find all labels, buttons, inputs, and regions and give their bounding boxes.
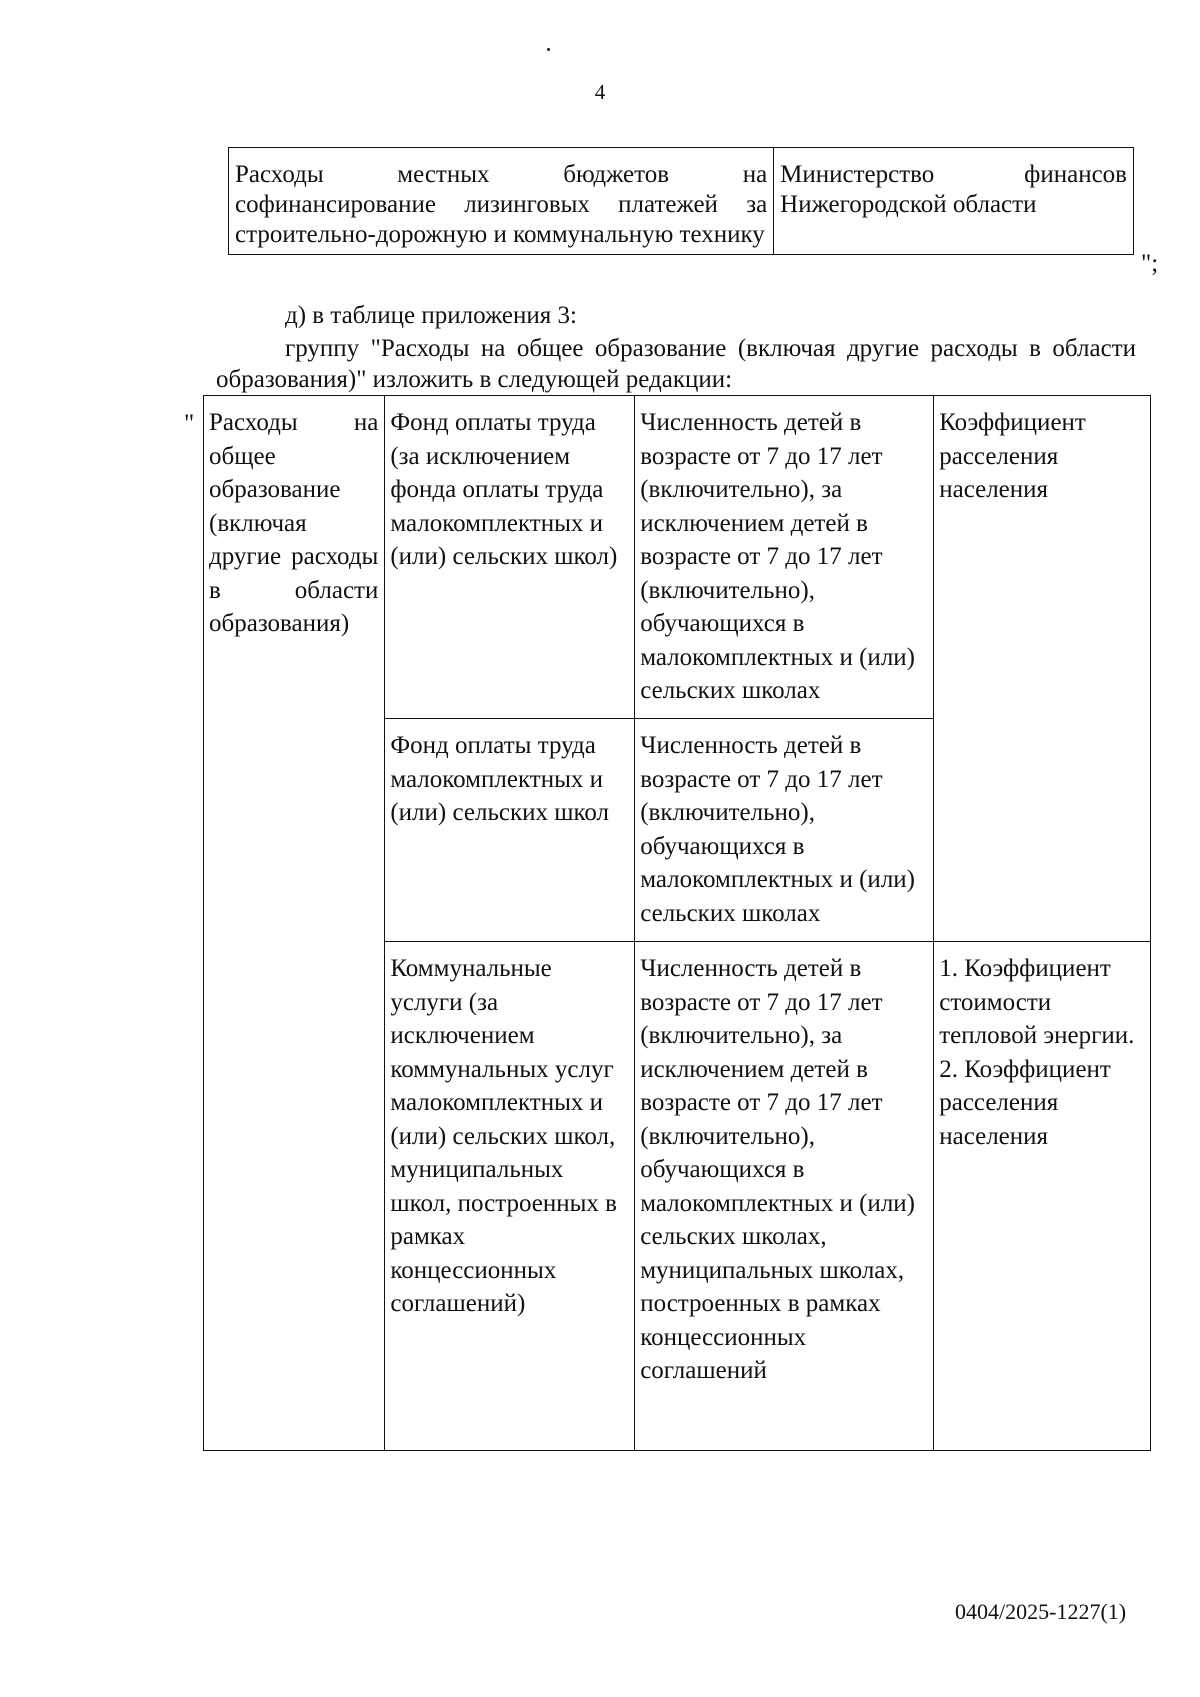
- table-row: [229, 148, 1134, 255]
- page-number: 4: [594, 80, 606, 104]
- expense-cell: Расходы местных бюджетов на софинансирование лизинговых платежей за строительно-дорожную и коммунальную технику: [229, 148, 774, 255]
- closing-quote: ";: [1141, 250, 1159, 277]
- ministry-cell: Министерство финансов Нижегородской области: [774, 148, 1134, 255]
- opening-quote: ": [184, 410, 195, 437]
- paragraph-item-d: д) в таблице приложения 3:: [285, 302, 577, 329]
- stray-dot: [547, 48, 550, 51]
- paragraph-group-text: группу "Расходы на общее образование (включая другие расходы в области образования)" изложить в следующей редакции:: [216, 335, 1136, 393]
- fund-cell: Фонд оплаты труда малокомплектных и (или) сельских школ: [385, 719, 635, 942]
- indicator-cell: Численность детей в возрасте от 7 до 17 лет (включительно), за исключением детей в возрасте от 7 до 17 лет (включительно), обучающихся в малокомплектных и (или) сельских школах, муниципальных школах, построенных в рамках концессионных соглашений: [635, 942, 934, 1451]
- document-code: 0404/2025-1227(1): [955, 1599, 1127, 1624]
- fund-cell: Коммунальные услуги (за исключением коммунальных услуг малокомплектных и (или) сельских школ, муниципальных школ, построенных в рамках концессионных соглашений): [385, 942, 635, 1451]
- coefficient-line: 2. Коэффициент расселения населения: [939, 1055, 1111, 1150]
- fund-cell: Фонд оплаты труда (за исключением фонда оплаты труда малокомплектных и (или) сельских школ): [385, 396, 635, 719]
- coefficient-cell: Коэффициент расселения населения: [934, 396, 1151, 942]
- coefficient-line: 1. Коэффициент стоимости тепловой энергии.: [939, 955, 1135, 1049]
- top-table: [228, 147, 1134, 255]
- table-row: [204, 396, 1151, 719]
- main-table: [203, 395, 1151, 1451]
- indicator-cell: Численность детей в возрасте от 7 до 17 лет (включительно), за исключением детей в возрасте от 7 до 17 лет (включительно), обучающихся в малокомплектных и (или) сельских школах: [635, 396, 934, 719]
- indicator-cell: Численность детей в возрасте от 7 до 17 лет (включительно), обучающихся в малокомплектных и (или) сельских школах: [635, 719, 934, 942]
- group-name-cell: Расходы на общее образование (включая другие расходы в области образования): [204, 396, 385, 1451]
- coefficient-cell: [934, 942, 1151, 1451]
